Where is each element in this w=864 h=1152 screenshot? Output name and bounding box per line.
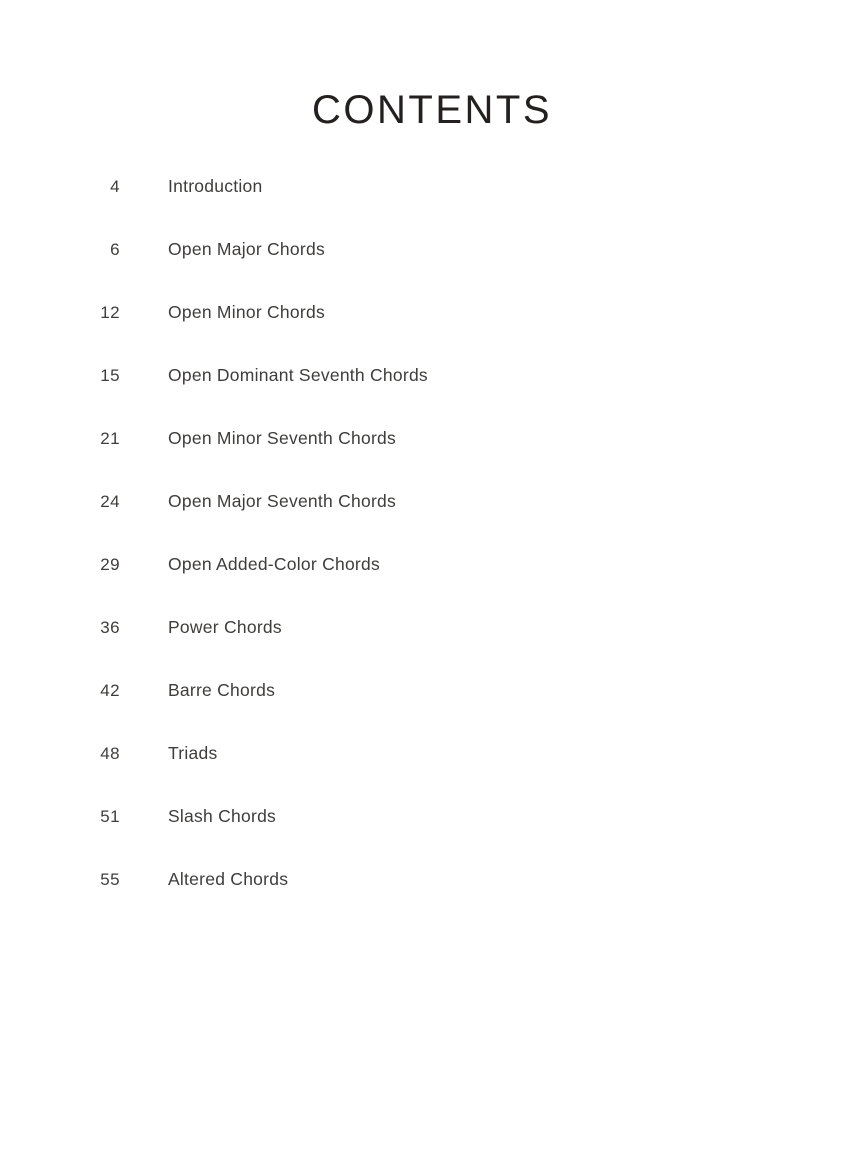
list-item[interactable] — [0, 554, 864, 617]
list-item[interactable] — [0, 176, 864, 239]
list-item[interactable] — [0, 806, 864, 869]
toc-entry-label: Barre Chords — [168, 680, 276, 700]
toc-page-number: 48 — [100, 744, 120, 763]
toc-page-number: 21 — [100, 429, 120, 448]
toc-page-number: 24 — [100, 492, 120, 511]
toc-entry-label: Open Major Chords — [168, 239, 325, 259]
toc-page-number: 29 — [100, 555, 120, 574]
toc-entry-label: Open Minor Chords — [168, 302, 325, 322]
toc-entry-label: Altered Chords — [168, 869, 289, 889]
toc-page-number: 51 — [100, 807, 120, 826]
toc-entry-label: Slash Chords — [168, 806, 277, 826]
toc-entry-label: Open Minor Seventh Chords — [168, 428, 397, 448]
list-item[interactable] — [0, 365, 864, 428]
table-of-contents — [0, 176, 864, 932]
toc-page-number: 15 — [100, 366, 120, 385]
list-item[interactable] — [0, 869, 864, 932]
toc-entry-label: Open Added-Color Chords — [168, 554, 380, 574]
toc-entry-label: Introduction — [168, 176, 263, 196]
toc-page-number: 12 — [100, 303, 120, 322]
list-item[interactable] — [0, 428, 864, 491]
list-item[interactable] — [0, 491, 864, 554]
toc-entry-label: Power Chords — [168, 617, 282, 637]
toc-entry-label: Open Dominant Seventh Chords — [168, 365, 428, 385]
list-item[interactable] — [0, 239, 864, 302]
toc-page-number: 42 — [100, 681, 120, 700]
toc-entry-label: Open Major Seventh Chords — [168, 491, 397, 511]
toc-entry-label: Triads — [168, 743, 218, 763]
toc-page-number: 55 — [100, 870, 120, 889]
toc-page-number: 6 — [110, 240, 120, 259]
list-item[interactable] — [0, 617, 864, 680]
list-item[interactable] — [0, 743, 864, 806]
list-item[interactable] — [0, 302, 864, 365]
toc-page-number: 36 — [100, 618, 120, 637]
toc-page-number: 4 — [110, 177, 120, 196]
list-item[interactable] — [0, 680, 864, 743]
page-title: CONTENTS — [312, 88, 552, 132]
